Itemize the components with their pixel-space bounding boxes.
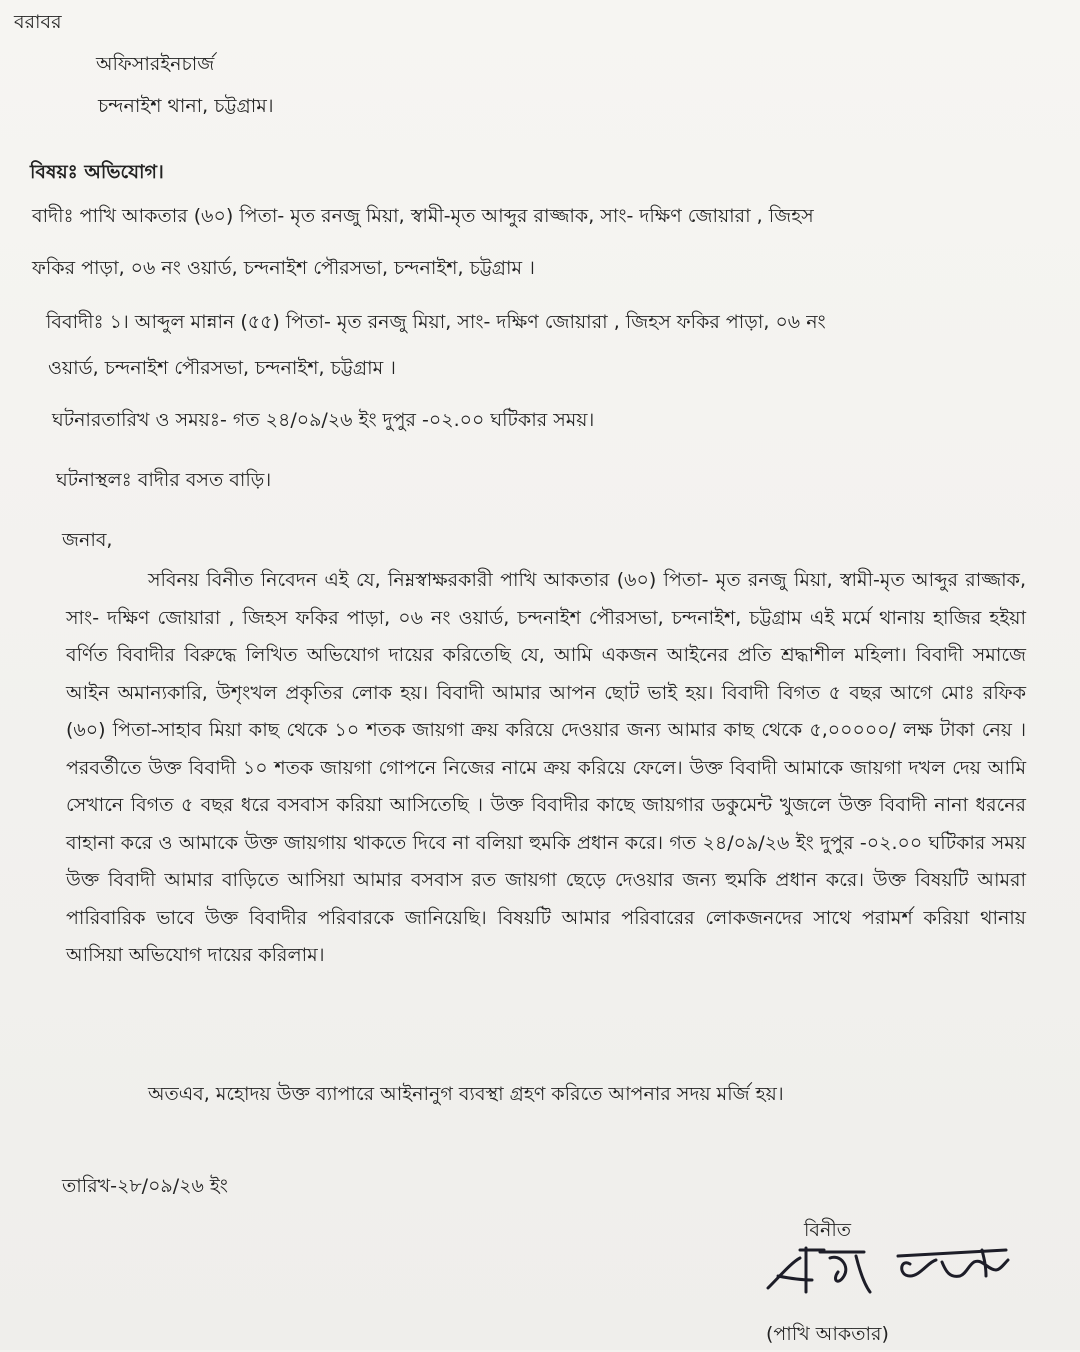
recipient-title: অফিসারইনচার্জ: [96, 53, 215, 75]
plaintiff-line-1: বাদীঃ পাখি আকতার (৬০) পিতা- মৃত রনজু মিয়া, স্বামী-মৃত আব্দুর রাজ্জাক, সাং- দক্ষিণ জোয়ারা , জিহস: [32, 205, 814, 227]
yours-faithfully: বিনীত: [804, 1219, 852, 1241]
incident-datetime: ঘটনারতারিখ ও সময়ঃ- গত ২৪/০৯/২৬ ইং দুপুর -০২.০০ ঘটিকার সময়।: [52, 409, 595, 431]
letter-body: সবিনয় বিনীত নিবেদন এই যে, নিম্নস্বাক্ষরকারী পাখি আকতার (৬০) পিতা- মৃত রনজু মিয়া, স্বামী-মৃত আব্দুর রাজ্জাক, সাং- দক্ষিণ জোয়ারা , জিহস ফকির পাড়া, ০৬ নং ওয়ার্ড, চন্দনাইশ পৌরসভা, চন্দনাইশ, চট্টগ্রাম এই মর্মে থানায় হাজির হইয়া বর্ণিত বিবাদীর বিরুদ্ধে লিখিত অভিযোগ দায়ের করিতেছি যে, আমি একজন আইনের প্রতি শ্রদ্ধাশীল মহিলা। বিবাদী সমাজে আইন অমান্যকারি, উশৃংখল প্রকৃতির লোক হয়। বিবাদী আমার আপন ছোট ভাই হয়। বিবাদী বিগত ৫ বছর আগে মোঃ রফিক (৬০) পিতা-সাহাব মিয়া কাছ থেকে ১০ শতক জায়গা ক্রয় করিয়ে দেওয়ার জন্য আমার কাছ থেকে ৫,০০০০০/ লক্ষ টাকা নেয় । পরবর্তীতে উক্ত বিবাদী ১০ শতক জায়গা গোপনে নিজের নামে ক্রয় করিয়ে ফেলে। উক্ত বিবাদী আমাকে জায়গা দখল দেয় আমি সেখানে বিগত ৫ বছর ধরে বসবাস করিয়া আসিতেছি । উক্ত বিবাদীর কাছে জায়গার ডকুমেন্ট খুজলে উক্ত বিবাদী নানা ধরনের বাহানা করে ও আমাকে উক্ত জায়গায় থাকতে দিবে না বলিয়া হুমকি প্রধান করে। গত ২৪/০৯/২৬ ইং দুপুর -০২.০০ ঘটিকার সময় উক্ত বিবাদী আমার বাড়িতে আসিয়া আমার বসবাস রত জায়গা ছেড়ে দেওয়ার জন্য হুমকি প্রধান করে। উক্ত বিষয়টি আমরা পারিবারিক ভাবে উক্ত বিবাদীর পরিবারকে জানিয়েছি। বিষয়টি আমার পরিবারের লোকজনদের সাথে পরামর্শ করিয়া থানায় আসিয়া অভিযোগ দায়ের করিলাম।: [66, 569, 1026, 966]
recipient-address: চন্দনাইশ থানা, চট্টগ্রাম।: [98, 95, 274, 117]
plaintiff-line-2: ফকির পাড়া, ০৬ নং ওয়ার্ড, চন্দনাইশ পৌরসভা, চন্দনাইশ, চট্টগ্রাম ।: [32, 257, 535, 279]
signer-name: (পাখি আকতার): [766, 1323, 889, 1345]
defendant-line-2: ওয়ার্ড, চন্দনাইশ পৌরসভা, চন্দনাইশ, চট্টগ্রাম ।: [48, 357, 396, 379]
subject-line: বিষয়ঃ অভিযোগ।: [30, 161, 164, 183]
defendant-line-1: বিবাদীঃ ১। আব্দুল মান্নান (৫৫) পিতা- মৃত রনজু মিয়া, সাং- দক্ষিণ জোয়ারা , জিহস ফকির পাড়া, ০৬ নং: [46, 311, 826, 333]
incident-place: ঘটনাস্থলঃ বাদীর বসত বাড়ি।: [56, 469, 272, 491]
letter-date: তারিখ-২৮/০৯/২৬ ইং: [62, 1175, 228, 1197]
closing-request: অতএব, মহোদয় উক্ত ব্যাপারে আইনানুগ ব্যবস্থা গ্রহণ করিতে আপনার সদয় মর্জি হয়।: [148, 1083, 784, 1105]
handwritten-signature: [760, 1236, 1030, 1308]
to-label: বরাবর: [14, 11, 62, 33]
salutation: জনাব,: [62, 529, 113, 551]
